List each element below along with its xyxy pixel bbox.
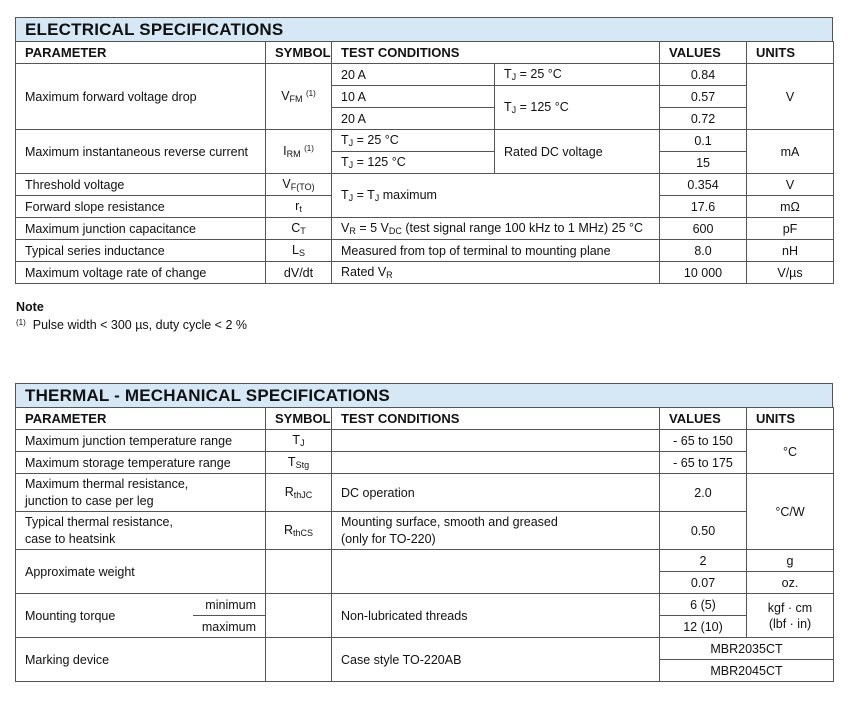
param-ls: Typical series inductance: [16, 240, 266, 262]
symbol-rt: $r_t$: [266, 196, 332, 218]
cond-ls: Measured from top of terminal to mounting plane: [332, 240, 660, 262]
param-ct: Maximum junction capacitance: [16, 218, 266, 240]
header-test-conditions: TEST CONDITIONS: [332, 42, 660, 64]
value: 2: [660, 550, 747, 572]
value: 10 000: [660, 262, 747, 284]
footnote: [16, 300, 247, 332]
param-vfto: Threshold voltage: [16, 174, 266, 196]
unit: V/µs: [747, 262, 834, 284]
header-values: VALUES: [660, 408, 747, 430]
unit-vfm: V: [747, 64, 834, 130]
thermal-spec-table: [15, 407, 834, 682]
cond-marking: Case style TO-220AB: [332, 638, 660, 682]
param-rthjc: Maximum thermal resistance, junction to case per leg: [16, 474, 266, 512]
cond-tj-max: $T_J = T_J$ maximum: [332, 174, 660, 218]
symbol-empty: [266, 638, 332, 682]
table-row: [16, 594, 834, 616]
table-row: [16, 64, 834, 86]
unit: oz.: [747, 572, 834, 594]
header-symbol: SYMBOL: [266, 42, 332, 64]
marking-value: MBR2035CT: [660, 638, 834, 660]
cond-dvdt: Rated $V_R$: [332, 262, 660, 284]
table-row: [16, 512, 834, 550]
value: 8.0: [660, 240, 747, 262]
header-values: VALUES: [660, 42, 747, 64]
unit: mΩ: [747, 196, 834, 218]
header-parameter: PARAMETER: [16, 42, 266, 64]
param-torque: Mounting torque: [16, 594, 193, 638]
header-row: [16, 408, 834, 430]
marking-value: MBR2045CT: [660, 660, 834, 682]
unit: pF: [747, 218, 834, 240]
table-row: [16, 550, 834, 572]
param-vfm: Maximum forward voltage drop: [16, 64, 266, 130]
torque-min-label: minimum: [193, 594, 266, 616]
value: 0.1: [660, 130, 747, 152]
table-row: [16, 452, 834, 474]
cond-ct: $V_R = 5$ $V_{DC}$ (test signal range 100 kHz to 1 MHz) 25 °C: [332, 218, 660, 240]
symbol-tstg: $T_{Stg}$: [266, 452, 332, 474]
unit: V: [747, 174, 834, 196]
cond-empty: [332, 430, 660, 452]
value: 17.6: [660, 196, 747, 218]
value: 0.50: [660, 512, 747, 550]
table-row: [16, 262, 834, 284]
symbol-empty: [266, 594, 332, 638]
header-units: UNITS: [747, 408, 834, 430]
table-row: [16, 638, 834, 660]
unit: g: [747, 550, 834, 572]
cond-tj: $T_J = 125$ °C: [332, 152, 495, 174]
symbol-ls: $L_S$: [266, 240, 332, 262]
symbol-vfto: $V_{F(TO)}$: [266, 174, 332, 196]
value: - 65 to 175: [660, 452, 747, 474]
header-test-conditions: TEST CONDITIONS: [332, 408, 660, 430]
value: 0.72: [660, 108, 747, 130]
electrical-spec-table: [15, 41, 834, 284]
unit-irm: mA: [747, 130, 834, 174]
param-marking: Marking device: [16, 638, 266, 682]
unit-torque: kgf · cm (lbf · in): [747, 594, 834, 638]
header-units: UNITS: [747, 42, 834, 64]
thermal-section-title: THERMAL - MECHANICAL SPECIFICATIONS: [15, 383, 833, 407]
value: 15: [660, 152, 747, 174]
value: 6 (5): [660, 594, 747, 616]
value: 0.354: [660, 174, 747, 196]
cond-empty: [332, 452, 660, 474]
unit: nH: [747, 240, 834, 262]
header-parameter: PARAMETER: [16, 408, 266, 430]
value: - 65 to 150: [660, 430, 747, 452]
symbol-ct: $C_T$: [266, 218, 332, 240]
cond-rated-dc: Rated DC voltage: [495, 130, 660, 174]
value: 0.57: [660, 86, 747, 108]
cond-empty: [332, 550, 660, 594]
symbol-tj: $T_J$: [266, 430, 332, 452]
torque-max-label: maximum: [193, 616, 266, 638]
param-tstg: Maximum storage temperature range: [16, 452, 266, 474]
cond-rthcs: Mounting surface, smooth and greased (only for TO-220): [332, 512, 660, 550]
table-row: [16, 218, 834, 240]
table-row: [16, 240, 834, 262]
cond-torque: Non-lubricated threads: [332, 594, 660, 638]
param-dvdt: Maximum voltage rate of change: [16, 262, 266, 284]
header-symbol: SYMBOL: [266, 408, 332, 430]
table-row: [16, 174, 834, 196]
note-line: $^{(1)}$ Pulse width < 300 µs, duty cycle < 2 %: [16, 318, 247, 332]
header-row: [16, 42, 834, 64]
symbol-vfm: $V_{FM}$ $^{(1)}$: [266, 64, 332, 130]
cond-current: 10 A: [332, 86, 495, 108]
cond-rthjc: DC operation: [332, 474, 660, 512]
unit-thermal: °C/W: [747, 474, 834, 550]
unit-temp: °C: [747, 430, 834, 474]
cond-tj: $T_J = 125$ °C: [495, 86, 660, 130]
symbol-dvdt: dV/dt: [266, 262, 332, 284]
table-row: [16, 474, 834, 512]
value: 2.0: [660, 474, 747, 512]
symbol-empty: [266, 550, 332, 594]
param-rt: Forward slope resistance: [16, 196, 266, 218]
cond-current: 20 A: [332, 64, 495, 86]
param-weight: Approximate weight: [16, 550, 266, 594]
param-rthcs: Typical thermal resistance, case to heatsink: [16, 512, 266, 550]
table-row: [16, 430, 834, 452]
value: 0.07: [660, 572, 747, 594]
symbol-rthcs: $R_{thCS}$: [266, 512, 332, 550]
value: 0.84: [660, 64, 747, 86]
electrical-section-title: ELECTRICAL SPECIFICATIONS: [15, 17, 833, 41]
cond-current: 20 A: [332, 108, 495, 130]
param-tj: Maximum junction temperature range: [16, 430, 266, 452]
cond-tj: $T_J = 25$ °C: [495, 64, 660, 86]
table-row: [16, 130, 834, 152]
value: 600: [660, 218, 747, 240]
value: 12 (10): [660, 616, 747, 638]
note-heading: Note: [16, 300, 44, 314]
param-irm: Maximum instantaneous reverse current: [16, 130, 266, 174]
cond-tj: $T_J = 25$ °C: [332, 130, 495, 152]
symbol-irm: $I_{RM}$ $^{(1)}$: [266, 130, 332, 174]
symbol-rthjc: $R_{thJC}$: [266, 474, 332, 512]
